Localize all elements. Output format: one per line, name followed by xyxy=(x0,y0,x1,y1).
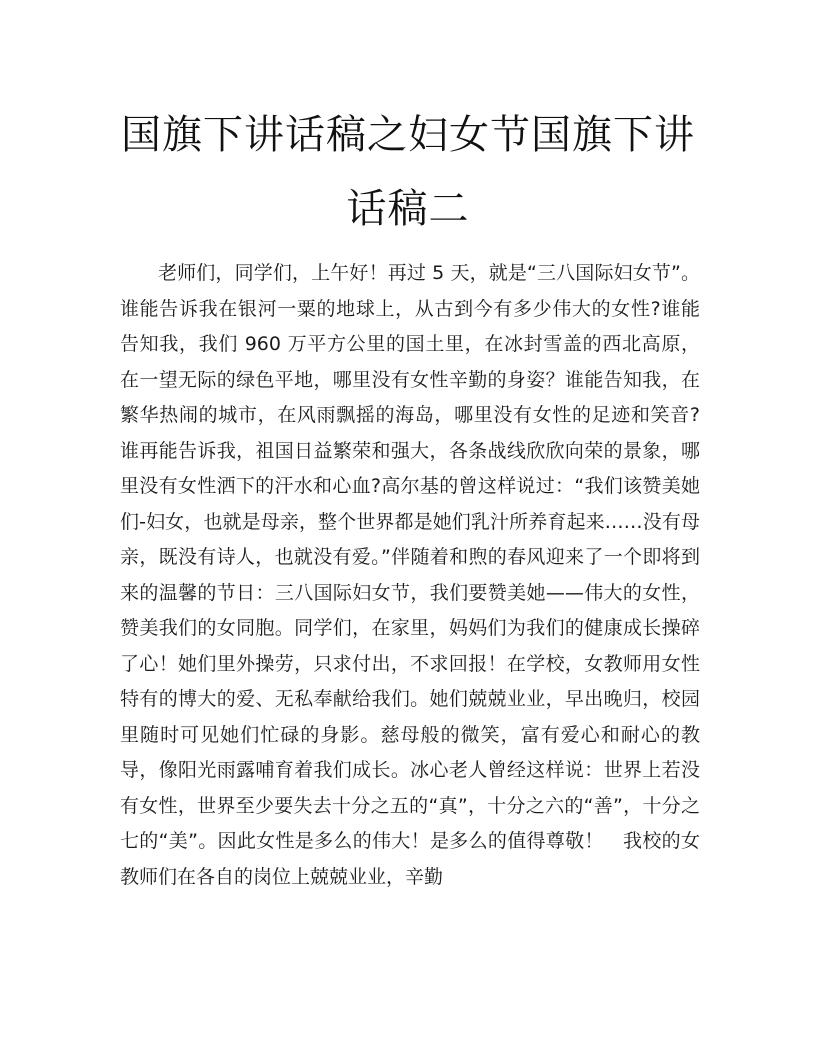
body-paragraph: 老师们，同学们，上午好！再过 5 天，就是“三八国际妇女节”。谁能告诉我在银河一粟的地球上，从古到今有多少伟大的女性?谁能告知我，我们 960 万平方公里的国土里，在冰封雪盖的西北高原，在一望无际的绿色平地，哪里没有女性辛勤的身姿？谁能告知我，在繁华热闹的城市，在风雨飘摇的海岛，哪里没有女性的足迹和笑音?谁再能告诉我，祖国日益繁荣和强大，各条战线欣欣向荣的景象，哪里没有女性洒下的汗水和心血?高尔基的曾这样说过：“我们该赞美她们-妇女，也就是母亲，整个世界都是她们乳汁所养育起来……没有母亲，既没有诗人，也就没有爱。”伴随着和煦的春风迎来了一个即将到来的温馨的节日：三八国际妇女节，我们要赞美她——伟大的女性，赞美我们的女同胞。同学们，在家里，妈妈们为我们的健康成长操碎了心！她们里外操劳，只求付出，不求回报！在学校，女教师用女性特有的博大的爱、无私奉献给我们。她们兢兢业业，早出晚归，校园里随时可见她们忙碌的身影。慈母般的微笑，富有爱心和耐心的教导，像阳光雨露哺育着我们成长。冰心老人曾经这样说：世界上若没有女性，世界至少要失去十分之五的“真”，十分之六的“善”，十分之七的“美”。因此女性是多么的伟大！是多么的值得尊敬！ 我校的女教师们在各自的岗位上兢兢业业，辛勤 xyxy=(120,262,700,888)
document-title: 国旗下讲话稿之妇女节国旗下讲话稿二 xyxy=(121,112,695,232)
